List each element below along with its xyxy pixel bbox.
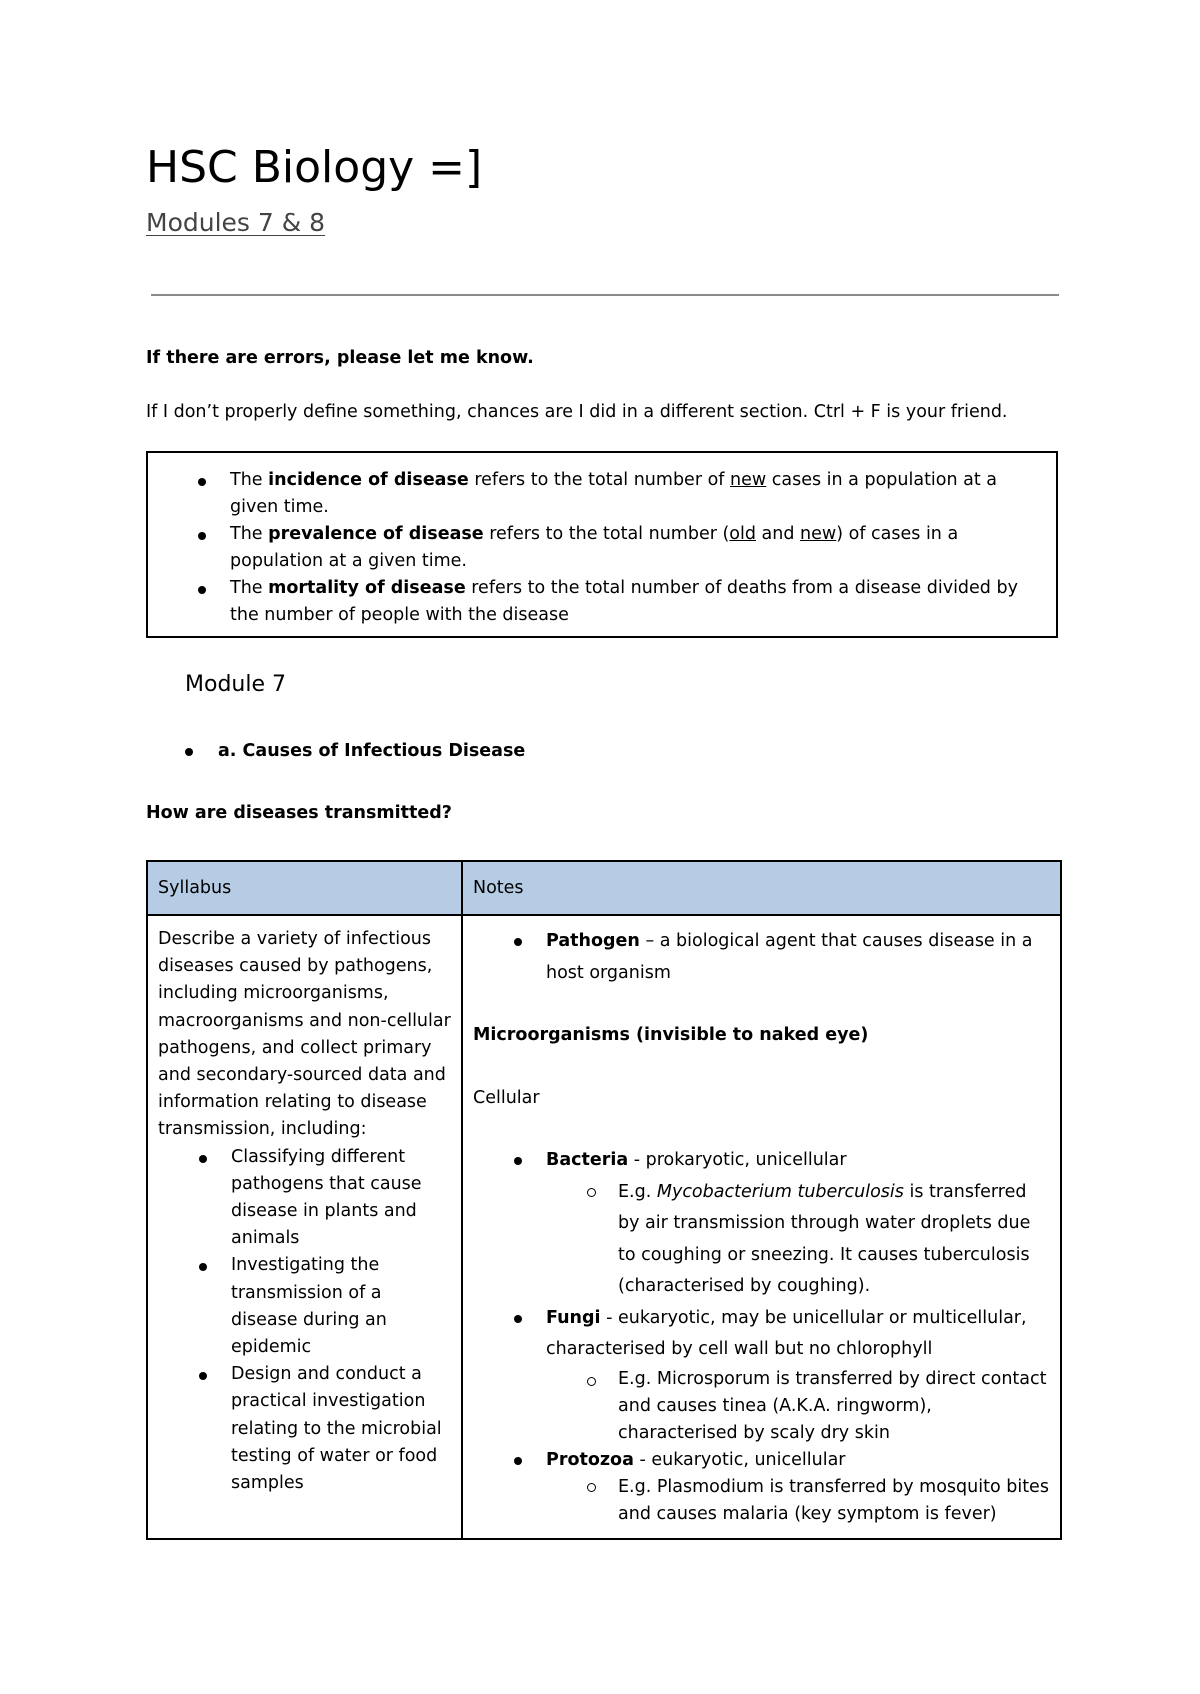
circle-bullet-icon — [587, 1377, 596, 1386]
note-protozoa: Protozoa - eukaryotic, unicellular — [473, 1447, 1050, 1474]
bullet-icon — [198, 478, 206, 486]
bullet-icon — [185, 748, 193, 756]
bullet-icon — [514, 1457, 522, 1465]
definition-incidence: The incidence of disease refers to the total number of new cases in a population at a given time. — [148, 467, 1056, 521]
notes-cell — [462, 915, 1061, 1539]
table-row — [147, 915, 1061, 1539]
bullet-icon — [199, 1372, 207, 1380]
table-header-row — [147, 861, 1061, 915]
module-heading: Module 7 — [185, 672, 286, 697]
syllabus-table — [146, 860, 1062, 1540]
note-pathogen: Pathogen – a biological agent that causes disease in a host organism — [473, 926, 1050, 989]
note-protozoa-example: E.g. Plasmodium is transferred by mosquito bites and causes malaria (key symptom is fever) — [473, 1474, 1050, 1528]
circle-bullet-icon — [587, 1483, 596, 1492]
syllabus-point: Classifying different pathogens that cause disease in plants and animals — [158, 1144, 453, 1253]
circle-bullet-icon — [587, 1188, 596, 1197]
note-bacteria-example: E.g. Mycobacterium tuberculosis is transferred by air transmission through water droplets due to coughing or sneezing. It causes tuberculosis (characterised by coughing). — [473, 1177, 1050, 1303]
bullet-icon — [514, 938, 522, 946]
bullet-icon — [514, 1315, 522, 1323]
definition-mortality: The mortality of disease refers to the total number of deaths from a disease divided by the number of people with the disease — [148, 575, 1056, 629]
page-title: HSC Biology =] — [146, 142, 483, 193]
bullet-icon — [199, 1155, 207, 1163]
note-micro-heading: Microorganisms (invisible to naked eye) — [473, 1025, 869, 1045]
note-fungi: Fungi - eukaryotic, may be unicellular or multicellular, characterised by cell wall but no chlorophyll — [473, 1303, 1050, 1366]
syllabus-point: Design and conduct a practical investigation relating to the microbial testing of water or food samples — [158, 1361, 453, 1497]
column-header-notes: Notes — [462, 861, 1061, 915]
column-header-syllabus: Syllabus — [147, 861, 462, 915]
syllabus-text: Describe a variety of infectious diseases caused by pathogens, including microorganisms, macroorganisms and non-cellular pathogens, and collect primary and secondary-sourced data and information relating to disease transmission, including: — [158, 929, 451, 1140]
definitions-box — [146, 451, 1058, 638]
syllabus-cell — [147, 915, 462, 1539]
note-fungi-example: E.g. Microsporum is transferred by direct contact and causes tinea (A.K.A. ringworm), characterised by scaly dry skin — [473, 1366, 1050, 1447]
bullet-icon — [198, 586, 206, 594]
errors-note: If there are errors, please let me know. — [146, 348, 534, 368]
define-note: If I don’t properly define something, chances are I did in a different section. Ctrl + F is your friend. — [146, 402, 1008, 422]
bullet-icon — [198, 532, 206, 540]
question-heading: How are diseases transmitted? — [146, 803, 452, 823]
page-subtitle: Modules 7 & 8 — [146, 208, 326, 237]
bullet-icon — [199, 1263, 207, 1271]
syllabus-point: Investigating the transmission of a disease during an epidemic — [158, 1252, 453, 1361]
section-heading: a. Causes of Infectious Disease — [218, 741, 526, 761]
bullet-icon — [514, 1157, 522, 1165]
definition-prevalence: The prevalence of disease refers to the total number (old and new) of cases in a population at a given time. — [148, 521, 1056, 575]
note-bacteria: Bacteria - prokaryotic, unicellular — [473, 1145, 1050, 1177]
note-cellular: Cellular — [473, 1087, 540, 1108]
divider — [151, 294, 1059, 296]
